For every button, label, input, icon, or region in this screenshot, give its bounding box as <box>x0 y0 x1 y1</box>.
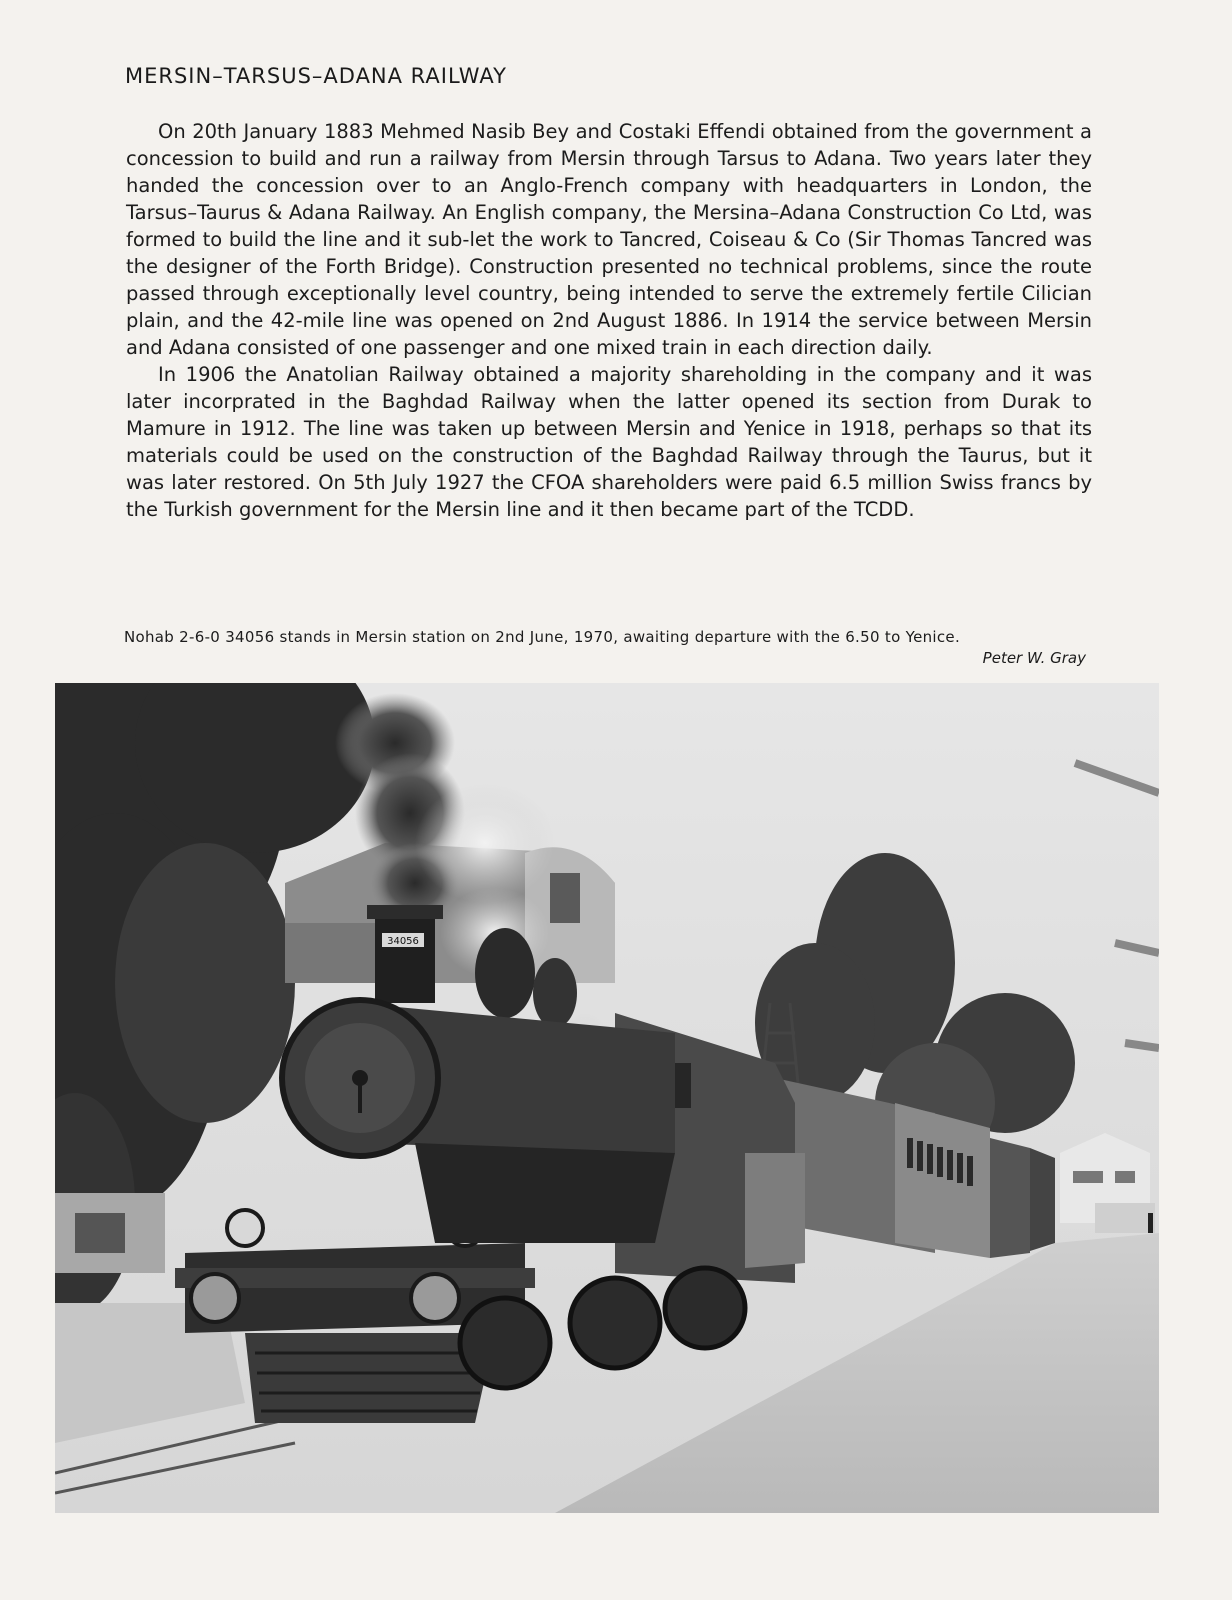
photo-credit: Peter W. Gray <box>982 649 1086 667</box>
number-plate: 34056 <box>387 936 419 947</box>
paragraph-1: On 20th January 1883 Mehmed Nasib Bey and Costaki Effendi obtained from the government a concession to build and run a railway from Mersin through Tarsus to Adana. Two years later they handed the concession over to an Anglo-French company with headquarters in London, the Tarsus–Taurus & Adana Railway. An English company, the Mersina–Adana Construction Co Ltd, was formed to build the line and it sub-let the work to Tancred, Coiseau & Co (Sir Thomas Tancred was the designer of the Forth Bridge). Construction presented no technical problems, since the route passed through exceptionally level country, being intended to serve the extremely fertile Cilician plain, and the 42-mile line was opened on 2nd August 1886. In 1914 the service between Mersin and Adana consisted of one passenger and one mixed train in each direction daily. <box>126 120 1092 359</box>
paragraph-2: In 1906 the Anatolian Railway obtained a majority shareholding in the company and it was later incorprated in the Baghdad Railway when the latter opened its section from Durak to Mamure in 1912. The line was taken up between Mersin and Yenice in 1918, perhaps so that its materials could be used on the construction of the Baghdad Railway through the Taurus, but it was later restored. On 5th July 1927 the CFOA shareholders were paid 6.5 million Swiss francs by the Turkish government for the Mersin line and it then became part of the TCDD. <box>126 363 1092 521</box>
train-photograph <box>55 683 1159 1513</box>
section-heading: MERSIN–TARSUS–ADANA RAILWAY <box>125 64 507 88</box>
low-building-left <box>55 1193 165 1273</box>
photo-caption: Nohab 2-6-0 34056 stands in Mersin station on 2nd June, 1970, awaiting departure with the 6.50 to Yenice. <box>124 628 961 646</box>
body-text <box>126 118 1092 523</box>
